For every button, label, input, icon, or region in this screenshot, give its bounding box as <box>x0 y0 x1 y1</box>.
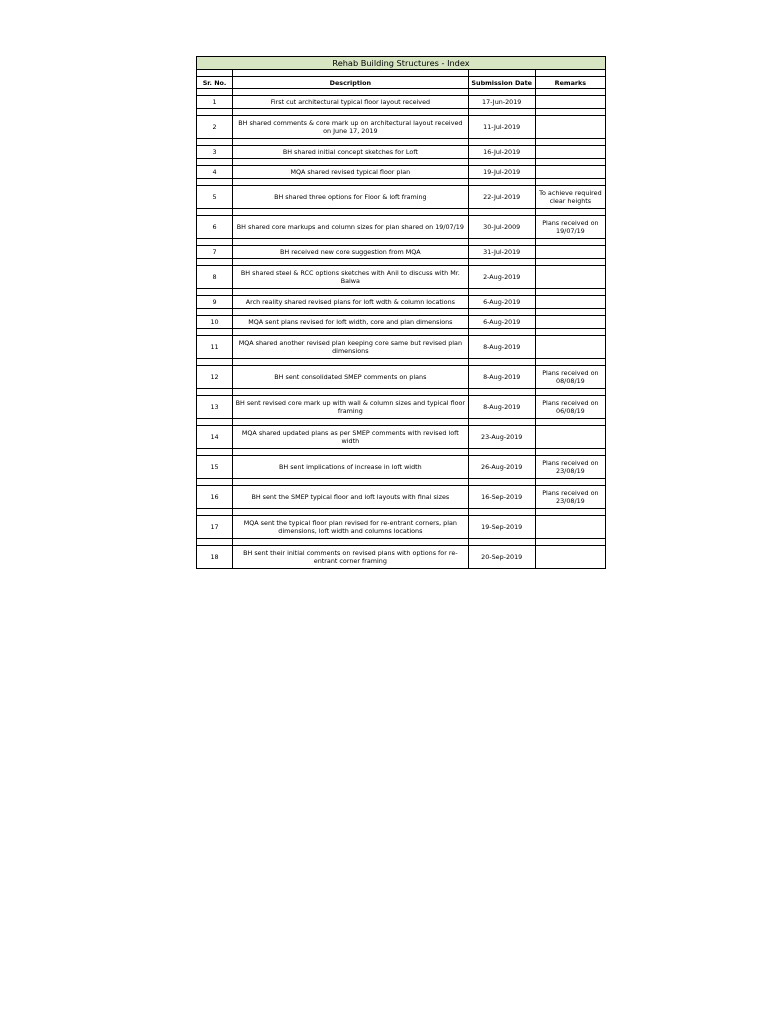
cell-submission-date: 26-Aug-2019 <box>468 456 535 479</box>
cell-submission-date: 30-Jul-2009 <box>468 216 535 239</box>
table-row <box>197 486 606 509</box>
table-row <box>197 366 606 389</box>
spacer-row <box>197 309 606 316</box>
cell-submission-date: 16-Jul-2019 <box>468 146 535 159</box>
table-row <box>197 316 606 329</box>
table-row <box>197 116 606 139</box>
cell-remarks <box>535 316 605 329</box>
spacer-row <box>197 449 606 456</box>
spacer-row <box>197 479 606 486</box>
spacer-row <box>197 70 606 77</box>
cell-description: BH shared initial concept sketches for Loft <box>233 146 469 159</box>
spacer-row <box>197 239 606 246</box>
cell-submission-date: 19-Sep-2019 <box>468 516 535 539</box>
table-title: Rehab Building Structures - Index <box>197 57 606 70</box>
spacer-row <box>197 109 606 116</box>
cell-submission-date: 11-Jul-2019 <box>468 116 535 139</box>
cell-remarks <box>535 336 605 359</box>
spacer-row <box>197 329 606 336</box>
cell-description: BH sent implications of increase in loft width <box>233 456 469 479</box>
cell-sr-no: 6 <box>197 216 233 239</box>
spacer-row <box>197 359 606 366</box>
table-row <box>197 266 606 289</box>
cell-description: First cut architectural typical floor layout received <box>233 96 469 109</box>
cell-description: BH sent the SMEP typical floor and loft layouts with final sizes <box>233 486 469 509</box>
cell-remarks: Plans received on 19/07/19 <box>535 216 605 239</box>
table-row <box>197 216 606 239</box>
cell-sr-no: 10 <box>197 316 233 329</box>
cell-submission-date: 19-Jul-2019 <box>468 166 535 179</box>
index-table <box>196 56 606 569</box>
table-row <box>197 186 606 209</box>
cell-sr-no: 3 <box>197 146 233 159</box>
table-row <box>197 546 606 569</box>
cell-description: MQA shared revised typical floor plan <box>233 166 469 179</box>
cell-description: MQA sent the typical floor plan revised for re-entrant corners, plan dimensions, loft width and columns locations <box>233 516 469 539</box>
cell-description: MQA shared updated plans as per SMEP comments with revised loft width <box>233 426 469 449</box>
table-row <box>197 166 606 179</box>
table-row <box>197 396 606 419</box>
table-row <box>197 296 606 309</box>
cell-remarks <box>535 426 605 449</box>
cell-remarks: Plans received on 23/08/19 <box>535 486 605 509</box>
spacer-row <box>197 139 606 146</box>
spacer-row <box>197 89 606 96</box>
cell-submission-date: 8-Aug-2019 <box>468 396 535 419</box>
cell-description: Arch reality shared revised plans for loft wdth & column locations <box>233 296 469 309</box>
cell-remarks <box>535 166 605 179</box>
cell-sr-no: 16 <box>197 486 233 509</box>
cell-description: MQA sent plans revised for loft width, core and plan dimensions <box>233 316 469 329</box>
cell-description: BH shared steel & RCC options sketches with Anil to discuss with Mr. Balwa <box>233 266 469 289</box>
cell-description: BH sent their initial comments on revised plans with options for re-entrant corner framing <box>233 546 469 569</box>
spacer-row <box>197 289 606 296</box>
cell-description: BH received new core suggestion from MQA <box>233 246 469 259</box>
cell-remarks: Plans received on 08/08/19 <box>535 366 605 389</box>
cell-submission-date: 6-Aug-2019 <box>468 316 535 329</box>
cell-sr-no: 17 <box>197 516 233 539</box>
cell-submission-date: 31-Jul-2019 <box>468 246 535 259</box>
cell-description: BH sent revised core mark up with wall & column sizes and typical floor framing <box>233 396 469 419</box>
cell-remarks <box>535 296 605 309</box>
cell-sr-no: 15 <box>197 456 233 479</box>
cell-remarks <box>535 266 605 289</box>
spacer-row <box>197 159 606 166</box>
cell-submission-date: 2-Aug-2019 <box>468 266 535 289</box>
cell-sr-no: 11 <box>197 336 233 359</box>
cell-remarks <box>535 116 605 139</box>
spacer-row <box>197 179 606 186</box>
cell-remarks <box>535 146 605 159</box>
col-header-remarks: Remarks <box>535 77 605 89</box>
table-row <box>197 336 606 359</box>
col-header-sr-no: Sr. No. <box>197 77 233 89</box>
cell-sr-no: 2 <box>197 116 233 139</box>
cell-sr-no: 4 <box>197 166 233 179</box>
cell-sr-no: 5 <box>197 186 233 209</box>
cell-remarks <box>535 246 605 259</box>
table-row <box>197 146 606 159</box>
cell-remarks: Plans received on 06/08/19 <box>535 396 605 419</box>
spacer-row <box>197 389 606 396</box>
cell-submission-date: 6-Aug-2019 <box>468 296 535 309</box>
spacer-row <box>197 509 606 516</box>
spacer-row <box>197 539 606 546</box>
cell-submission-date: 22-Jul-2019 <box>468 186 535 209</box>
col-header-submission-date: Submission Date <box>468 77 535 89</box>
cell-sr-no: 12 <box>197 366 233 389</box>
cell-sr-no: 7 <box>197 246 233 259</box>
cell-sr-no: 13 <box>197 396 233 419</box>
cell-description: BH shared core markups and column sizes for plan shared on 19/07/19 <box>233 216 469 239</box>
cell-submission-date: 8-Aug-2019 <box>468 336 535 359</box>
cell-sr-no: 9 <box>197 296 233 309</box>
cell-remarks: Plans received on 23/08/19 <box>535 456 605 479</box>
table-row <box>197 456 606 479</box>
cell-submission-date: 8-Aug-2019 <box>468 366 535 389</box>
cell-remarks <box>535 96 605 109</box>
cell-remarks: To achieve required clear heights <box>535 186 605 209</box>
col-header-description: Description <box>233 77 469 89</box>
spacer-row <box>197 419 606 426</box>
spacer-row <box>197 259 606 266</box>
table-row <box>197 516 606 539</box>
cell-description: BH shared comments & core mark up on architectural layout received on June 17, 2019 <box>233 116 469 139</box>
table-row <box>197 246 606 259</box>
cell-sr-no: 14 <box>197 426 233 449</box>
cell-description: BH shared three options for Floor & loft framing <box>233 186 469 209</box>
table-row <box>197 426 606 449</box>
spacer-row <box>197 209 606 216</box>
cell-submission-date: 20-Sep-2019 <box>468 546 535 569</box>
cell-remarks <box>535 516 605 539</box>
cell-submission-date: 17-Jun-2019 <box>468 96 535 109</box>
cell-submission-date: 16-Sep-2019 <box>468 486 535 509</box>
cell-description: MQA shared another revised plan keeping core same but revised plan dimensions <box>233 336 469 359</box>
cell-sr-no: 1 <box>197 96 233 109</box>
cell-remarks <box>535 546 605 569</box>
table-row <box>197 96 606 109</box>
cell-submission-date: 23-Aug-2019 <box>468 426 535 449</box>
cell-sr-no: 8 <box>197 266 233 289</box>
cell-description: BH sent consolidated SMEP comments on plans <box>233 366 469 389</box>
table-body <box>197 89 606 569</box>
header-row <box>197 77 606 89</box>
cell-sr-no: 18 <box>197 546 233 569</box>
